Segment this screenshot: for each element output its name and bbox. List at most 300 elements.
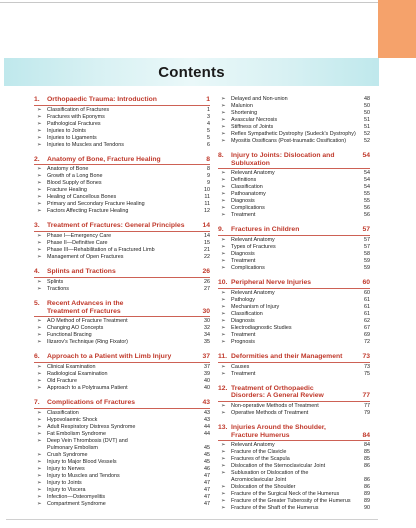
chapter-rule: [34, 316, 210, 317]
bullet-arrow-icon: ➢: [221, 456, 226, 463]
bullet-arrow-icon: ➢: [221, 370, 226, 377]
toc-entry-title: Clinical Examination: [47, 363, 96, 370]
chapter-page: 54: [362, 152, 370, 159]
toc-entry[interactable]: [34, 201, 210, 208]
toc-entry[interactable]: [34, 142, 210, 149]
toc-entry[interactable]: [34, 371, 210, 378]
toc-entry-page: 89: [364, 498, 370, 505]
bullet-arrow-icon: ➢: [221, 131, 226, 137]
chapter-heading[interactable]: [34, 300, 210, 308]
chapter-number: 4.: [34, 268, 40, 276]
toc-entry-title: Operative Methods of Treatment: [231, 409, 309, 416]
toc-entry[interactable]: [218, 484, 370, 491]
toc-entry[interactable]: [218, 117, 370, 124]
toc-entry[interactable]: [34, 180, 210, 187]
toc-entry[interactable]: [34, 173, 210, 180]
toc-entry-title: Treatment: [231, 331, 256, 338]
toc-entry-title: Changing AO Concepts: [47, 325, 104, 332]
toc-entry-title: Healing of Cancellous Bones: [47, 194, 117, 201]
chapter-rule: [34, 362, 210, 363]
toc-entry-page: 52: [364, 131, 370, 137]
chapter-page: 30: [202, 307, 210, 315]
toc-entry[interactable]: [34, 135, 210, 142]
toc-entry[interactable]: [34, 431, 210, 438]
toc-entry[interactable]: [34, 410, 210, 417]
toc-entry-page: 47: [204, 486, 210, 493]
chapter-gap: [34, 293, 210, 300]
bullet-arrow-icon: ➢: [37, 458, 42, 465]
chapter-number: 8.: [218, 152, 224, 159]
toc-entry[interactable]: [218, 237, 370, 244]
toc-entry[interactable]: [218, 170, 370, 177]
toc-entry[interactable]: [218, 138, 370, 145]
toc-entry-page: 47: [204, 500, 210, 507]
toc-entry-page: 52: [364, 138, 370, 144]
toc-entry[interactable]: [34, 438, 210, 445]
toc-entry-title: Fracture of the Clavicle: [231, 449, 287, 456]
toc-entry-page: 48: [364, 96, 370, 102]
chapter-heading[interactable]: [218, 385, 370, 393]
toc-entry-page: 34: [204, 332, 210, 339]
toc-entry[interactable]: [34, 445, 210, 452]
chapter-page: [356, 385, 370, 393]
toc-entry[interactable]: [218, 410, 370, 417]
bullet-arrow-icon: ➢: [221, 442, 226, 449]
bullet-arrow-icon: ➢: [37, 113, 42, 120]
toc-entry-title: Treatment: [231, 370, 256, 377]
toc-entry-title: Compartment Syndrome: [47, 500, 106, 507]
toc-entry-page: 56: [364, 212, 370, 219]
toc-entry[interactable]: [218, 470, 370, 477]
toc-entry[interactable]: [218, 177, 370, 184]
bullet-arrow-icon: ➢: [37, 141, 42, 148]
toc-entry[interactable]: [34, 487, 210, 494]
chapter-heading[interactable]: [218, 279, 370, 287]
bullet-arrow-icon: ➢: [37, 106, 42, 113]
toc-entry-page: 67: [364, 324, 370, 331]
toc-entry[interactable]: [34, 332, 210, 339]
toc-entry[interactable]: [218, 463, 370, 470]
toc-entry[interactable]: [218, 505, 370, 512]
toc-entry-title: Definitions: [231, 177, 257, 184]
bullet-arrow-icon: ➢: [37, 120, 42, 127]
chapter-title: Injuries Around the Shoulder,: [231, 423, 326, 431]
toc-entry[interactable]: [218, 131, 370, 138]
chapter-title: Peripheral Nerve Injuries: [231, 279, 312, 287]
toc-entry[interactable]: [218, 364, 370, 371]
toc-entry-page: 86: [364, 484, 370, 491]
toc-entry[interactable]: [34, 233, 210, 240]
toc-entry[interactable]: [218, 110, 370, 117]
toc-entry[interactable]: [34, 128, 210, 135]
toc-entry[interactable]: [34, 187, 210, 194]
toc-entry[interactable]: [218, 449, 370, 456]
bullet-arrow-icon: ➢: [221, 198, 226, 205]
toc-entry[interactable]: [218, 456, 370, 463]
chapter-heading[interactable]: [218, 226, 370, 234]
toc-entry-page: [356, 470, 370, 477]
toc-entry-title: Pathoanatomy: [231, 191, 266, 198]
toc-entry-page: 12: [204, 208, 210, 215]
bullet-arrow-icon: ➢: [221, 317, 226, 324]
chapter-number: [218, 392, 231, 400]
toc-entry-title: Radiological Examination: [47, 370, 108, 377]
bullet-arrow-icon: ➢: [37, 465, 42, 472]
bullet-arrow-icon: ➢: [37, 384, 42, 391]
toc-entry[interactable]: [218, 205, 370, 212]
toc-entry-page: 62: [364, 317, 370, 324]
toc-entry-title: Avascular Necrosis: [231, 117, 278, 123]
bullet-arrow-icon: ➢: [37, 363, 42, 370]
toc-entry-page: 51: [364, 117, 370, 123]
toc-entry-title: Pulmonary Embolism: [47, 444, 98, 451]
toc-entry-title: Deep Vein Thrombosis (DVT) and: [47, 437, 128, 444]
bullet-arrow-icon: ➢: [37, 423, 42, 430]
toc-entry-title: Management of Open Fractures: [47, 254, 124, 261]
bullet-arrow-icon: ➢: [221, 212, 226, 219]
chapter-number: 13.: [218, 423, 228, 431]
toc-entry[interactable]: [34, 364, 210, 371]
bullet-arrow-icon: ➢: [221, 449, 226, 456]
toc-entry[interactable]: [218, 403, 370, 410]
toc-entry-title: Fracture of the Shaft of the Humerus: [231, 505, 319, 512]
bullet-arrow-icon: ➢: [37, 240, 42, 247]
toc-entry[interactable]: [218, 198, 370, 205]
toc-entry[interactable]: [218, 371, 370, 378]
bullet-arrow-icon: ➢: [37, 409, 42, 416]
toc-entry-page: 86: [364, 463, 370, 470]
chapter-rule: [218, 288, 370, 289]
toc-entry-title: Functional Bracing: [47, 332, 92, 339]
toc-entry[interactable]: [218, 442, 370, 449]
toc-entry-title: Diagnosis: [231, 251, 255, 258]
toc-entry[interactable]: [218, 251, 370, 258]
chapter-heading[interactable]: [34, 353, 210, 361]
chapter-gap: [34, 215, 210, 222]
toc-entry-page: 45: [204, 458, 210, 465]
bullet-arrow-icon: ➢: [37, 285, 42, 292]
bullet-arrow-icon: ➢: [37, 318, 42, 325]
bullet-arrow-icon: ➢: [37, 430, 42, 437]
chapter-gap: [34, 149, 210, 156]
chapter-block: [218, 424, 370, 512]
toc-entry-page: 69: [364, 331, 370, 338]
toc-entry-title: Injuries to Ligaments: [47, 134, 97, 141]
toc-entry[interactable]: [218, 339, 370, 346]
chapter-page: [196, 300, 210, 308]
top-rule: [0, 2, 378, 3]
toc-entry[interactable]: [34, 480, 210, 487]
bullet-arrow-icon: ➢: [37, 127, 42, 134]
bullet-arrow-icon: ➢: [221, 491, 226, 498]
toc-entry-page: 39: [204, 370, 210, 377]
toc-entry-title: Delayed and Non-union: [231, 96, 288, 102]
toc-entry-page: 85: [364, 456, 370, 463]
toc-entry[interactable]: [34, 194, 210, 201]
bullet-arrow-icon: ➢: [221, 484, 226, 491]
chapter-rule: [34, 231, 210, 232]
toc-entry-title: Infection—Osteomyelitis: [47, 493, 106, 500]
bullet-arrow-icon: ➢: [37, 173, 42, 180]
toc-entry-title: Tractions: [47, 285, 69, 292]
bullet-arrow-icon: ➢: [37, 339, 42, 346]
chapter-number: 2.: [34, 155, 40, 163]
toc-entry[interactable]: [218, 332, 370, 339]
bullet-arrow-icon: ➢: [221, 324, 226, 331]
toc-entry-page: 32: [204, 325, 210, 332]
chapter-heading[interactable]: [34, 268, 210, 276]
chapter-number: 9.: [218, 226, 224, 234]
chapter-title: Fracture Humerus: [231, 431, 290, 439]
chapter-title: Treatment of Fractures: General Principles: [47, 222, 185, 230]
chapter-block: [34, 268, 210, 293]
toc-entry-title: Injury to Joints: [47, 479, 82, 486]
chapter-number: [218, 432, 231, 440]
chapter-number: 10.: [218, 279, 228, 287]
toc-entry-title: Reflex Sympathetic Dystrophy (Sudeck's Dystrophy): [231, 131, 356, 137]
toc-entry-title: Injury to Muscles and Tendons: [47, 472, 120, 479]
toc-entry-title: Non-operative Methods of Treatment: [231, 402, 319, 409]
toc-entry[interactable]: [34, 114, 210, 121]
toc-entry-title: Myositis Ossificans (Post-traumatic Ossification): [231, 138, 347, 144]
bullet-arrow-icon: ➢: [221, 96, 226, 102]
toc-entry[interactable]: [218, 184, 370, 191]
toc-entry-title: Old Fracture: [47, 377, 77, 384]
toc-entry-page: 58: [364, 251, 370, 258]
chapter-title: Approach to a Patient with Limb Injury: [47, 353, 172, 361]
chapter-rule: [34, 164, 210, 165]
chapter-number: [34, 308, 47, 316]
chapter-block: [218, 226, 370, 272]
toc-entry-title: Crush Syndrome: [47, 451, 88, 458]
toc-entry-page: 47: [204, 472, 210, 479]
toc-entry-page: 3: [207, 113, 210, 120]
toc-entry-title: Complications: [231, 205, 265, 212]
chapter-gap: [218, 272, 370, 279]
chapter-rule: [34, 408, 210, 409]
toc-entry[interactable]: [34, 121, 210, 128]
toc-entry[interactable]: [218, 290, 370, 297]
toc-entry-page: 75: [364, 370, 370, 377]
toc-entry[interactable]: [34, 318, 210, 325]
toc-entry[interactable]: [34, 466, 210, 473]
chapter-heading[interactable]: [34, 308, 210, 316]
chapter-heading[interactable]: [218, 392, 370, 400]
toc-entry-page: 55: [364, 198, 370, 205]
bullet-arrow-icon: ➢: [37, 332, 42, 339]
toc-entry[interactable]: [218, 258, 370, 265]
toc-entry-page: 15: [204, 240, 210, 247]
toc-entry-title: Phase III—Rehabilitation of a Fractured Limb: [47, 247, 155, 254]
toc-entry-page: 46: [204, 465, 210, 472]
chapter-gap: [34, 261, 210, 268]
toc-entry-title: Dislocation of the Shoulder: [231, 484, 296, 491]
toc-entry-page: 5: [207, 127, 210, 134]
toc-entry[interactable]: [34, 473, 210, 480]
chapter-heading[interactable]: [34, 399, 210, 407]
toc-entry[interactable]: [218, 477, 370, 484]
left-column: [34, 96, 210, 508]
toc-entry[interactable]: [34, 385, 210, 392]
toc-entry-page: 14: [204, 233, 210, 240]
bullet-arrow-icon: ➢: [221, 409, 226, 416]
continued-entries: [218, 96, 370, 145]
bullet-arrow-icon: ➢: [37, 254, 42, 261]
bullet-arrow-icon: ➢: [221, 338, 226, 345]
toc-entry-page: 4: [207, 120, 210, 127]
chapter-heading[interactable]: [218, 424, 370, 432]
chapter-block: [218, 385, 370, 417]
toc-entry-title: Anatomy of Bone: [47, 166, 89, 173]
toc-entry[interactable]: [34, 501, 210, 508]
bullet-arrow-icon: ➢: [37, 500, 42, 507]
toc-entry[interactable]: [218, 265, 370, 272]
toc-entry-page: 47: [204, 479, 210, 486]
toc-entry-title: Injuries to Joints: [47, 127, 86, 134]
toc-entry-page: 11: [204, 201, 210, 208]
toc-entry-page: 37: [204, 363, 210, 370]
toc-entry[interactable]: [218, 297, 370, 304]
toc-entry-page: 54: [364, 170, 370, 177]
bullet-arrow-icon: ➢: [37, 472, 42, 479]
bullet-arrow-icon: ➢: [37, 451, 42, 458]
toc-entry[interactable]: [218, 304, 370, 311]
bullet-arrow-icon: ➢: [221, 258, 226, 265]
chapter-page: 73: [362, 352, 370, 360]
toc-entry-page: 26: [204, 278, 210, 285]
toc-entry-title: Relevant Anatomy: [231, 289, 275, 296]
toc-entry-page: 57: [364, 237, 370, 244]
toc-entry-title: Relevant Anatomy: [231, 237, 275, 244]
toc-entry-page: 85: [364, 449, 370, 456]
toc-entry[interactable]: [218, 191, 370, 198]
toc-entry[interactable]: [34, 166, 210, 173]
toc-entry-title: Fractures with Eponyms: [47, 113, 105, 120]
toc-entry-title: Phase II—Definitive Care: [47, 240, 108, 247]
toc-entry[interactable]: [218, 124, 370, 131]
chapter-heading[interactable]: [218, 152, 370, 167]
bullet-arrow-icon: ➢: [37, 134, 42, 141]
chapter-heading[interactable]: [218, 432, 370, 440]
bullet-arrow-icon: ➢: [221, 296, 226, 303]
toc-entry[interactable]: [218, 491, 370, 498]
toc-entry-page: 59: [364, 258, 370, 265]
toc-entry[interactable]: [218, 498, 370, 505]
toc-entry-page: 9: [207, 173, 210, 180]
toc-entry-page: 10: [204, 187, 210, 194]
toc-entry-page: 44: [204, 430, 210, 437]
page-title: Contents: [158, 63, 225, 81]
toc-entry[interactable]: [34, 417, 210, 424]
chapter-number: 12.: [218, 384, 228, 392]
chapter-block: [34, 156, 210, 216]
right-column: [218, 96, 370, 512]
bullet-arrow-icon: ➢: [221, 303, 226, 310]
chapter-gap: [34, 392, 210, 399]
toc-entry[interactable]: [34, 339, 210, 346]
toc-entry[interactable]: [34, 240, 210, 247]
toc-entry[interactable]: [34, 378, 210, 385]
toc-entry-title: Injuries to Muscles and Tendons: [47, 141, 124, 148]
toc-entry-title: Treatment: [231, 212, 256, 219]
toc-entry[interactable]: [34, 279, 210, 286]
chapter-block: [34, 96, 210, 149]
toc-entry[interactable]: [218, 244, 370, 251]
toc-entry-page: 5: [207, 134, 210, 141]
toc-entry-page: 51: [364, 124, 370, 130]
toc-entry-title: Factors Affecting Fracture Healing: [47, 208, 129, 215]
chapter-gap: [218, 219, 370, 226]
toc-entry[interactable]: [34, 494, 210, 501]
toc-entry[interactable]: [218, 318, 370, 325]
chapter-heading[interactable]: [34, 222, 210, 230]
toc-entry-page: 56: [364, 205, 370, 212]
toc-entry-page: 40: [204, 384, 210, 391]
toc-entry-title: Injury to Viscera: [47, 486, 86, 493]
toc-entry-page: 1: [207, 106, 210, 113]
toc-entry-title: Acromioclavicular Joint: [231, 477, 287, 484]
toc-entry-title: Splints: [47, 278, 64, 285]
bullet-arrow-icon: ➢: [37, 247, 42, 254]
toc-entry[interactable]: [34, 286, 210, 293]
bullet-arrow-icon: ➢: [37, 493, 42, 500]
toc-entry[interactable]: [34, 459, 210, 466]
chapter-gap: [218, 417, 370, 424]
toc-entry-page: 54: [364, 184, 370, 191]
toc-entry-page: 60: [364, 289, 370, 296]
toc-entry-title: Classification: [231, 184, 263, 191]
chapter-page: 14: [202, 222, 210, 230]
chapter-block: [34, 300, 210, 346]
toc-entry[interactable]: [34, 107, 210, 114]
bullet-arrow-icon: ➢: [221, 244, 226, 251]
chapter-page: [356, 424, 370, 432]
bullet-arrow-icon: ➢: [37, 437, 42, 444]
toc-entry[interactable]: [218, 311, 370, 318]
toc-entry[interactable]: [34, 254, 210, 261]
chapter-rule: [218, 362, 370, 363]
toc-entry-title: Fracture of the Surgical Neck of the Humerus: [231, 491, 340, 498]
toc-entry[interactable]: [218, 212, 370, 219]
toc-entry[interactable]: [218, 325, 370, 332]
toc-entry[interactable]: [34, 424, 210, 431]
toc-entry-title: Shortening: [231, 110, 258, 116]
bullet-arrow-icon: ➢: [221, 124, 226, 130]
toc-entry[interactable]: [34, 208, 210, 215]
toc-entry-page: 6: [207, 141, 210, 148]
toc-entry-title: Fracture of the Greater Tuberosity of the Humerus: [231, 498, 351, 505]
toc-entry[interactable]: [218, 103, 370, 110]
chapter-heading[interactable]: [218, 353, 370, 361]
chapter-heading[interactable]: [34, 96, 210, 104]
toc-entry-title: Fractures of the Scapula: [231, 456, 290, 463]
chapter-number: 7.: [34, 398, 40, 406]
toc-entry[interactable]: [34, 247, 210, 254]
toc-entry-page: 61: [364, 296, 370, 303]
toc-entry-title: Mechanism of Injury: [231, 303, 280, 310]
toc-entry-page: 9: [207, 180, 210, 187]
footer-rule: [6, 519, 378, 520]
toc-entry[interactable]: [34, 452, 210, 459]
bullet-arrow-icon: [218, 477, 231, 484]
toc-entry-title: Adult Respiratory Distress Syndrome: [47, 423, 136, 430]
toc-entry[interactable]: [218, 96, 370, 103]
chapter-title: Orthopaedic Trauma: Introduction: [47, 96, 157, 103]
chapter-heading[interactable]: [34, 156, 210, 164]
toc-entry[interactable]: [34, 325, 210, 332]
bullet-arrow-icon: ➢: [221, 470, 226, 477]
chapter-page: 37: [202, 353, 210, 361]
